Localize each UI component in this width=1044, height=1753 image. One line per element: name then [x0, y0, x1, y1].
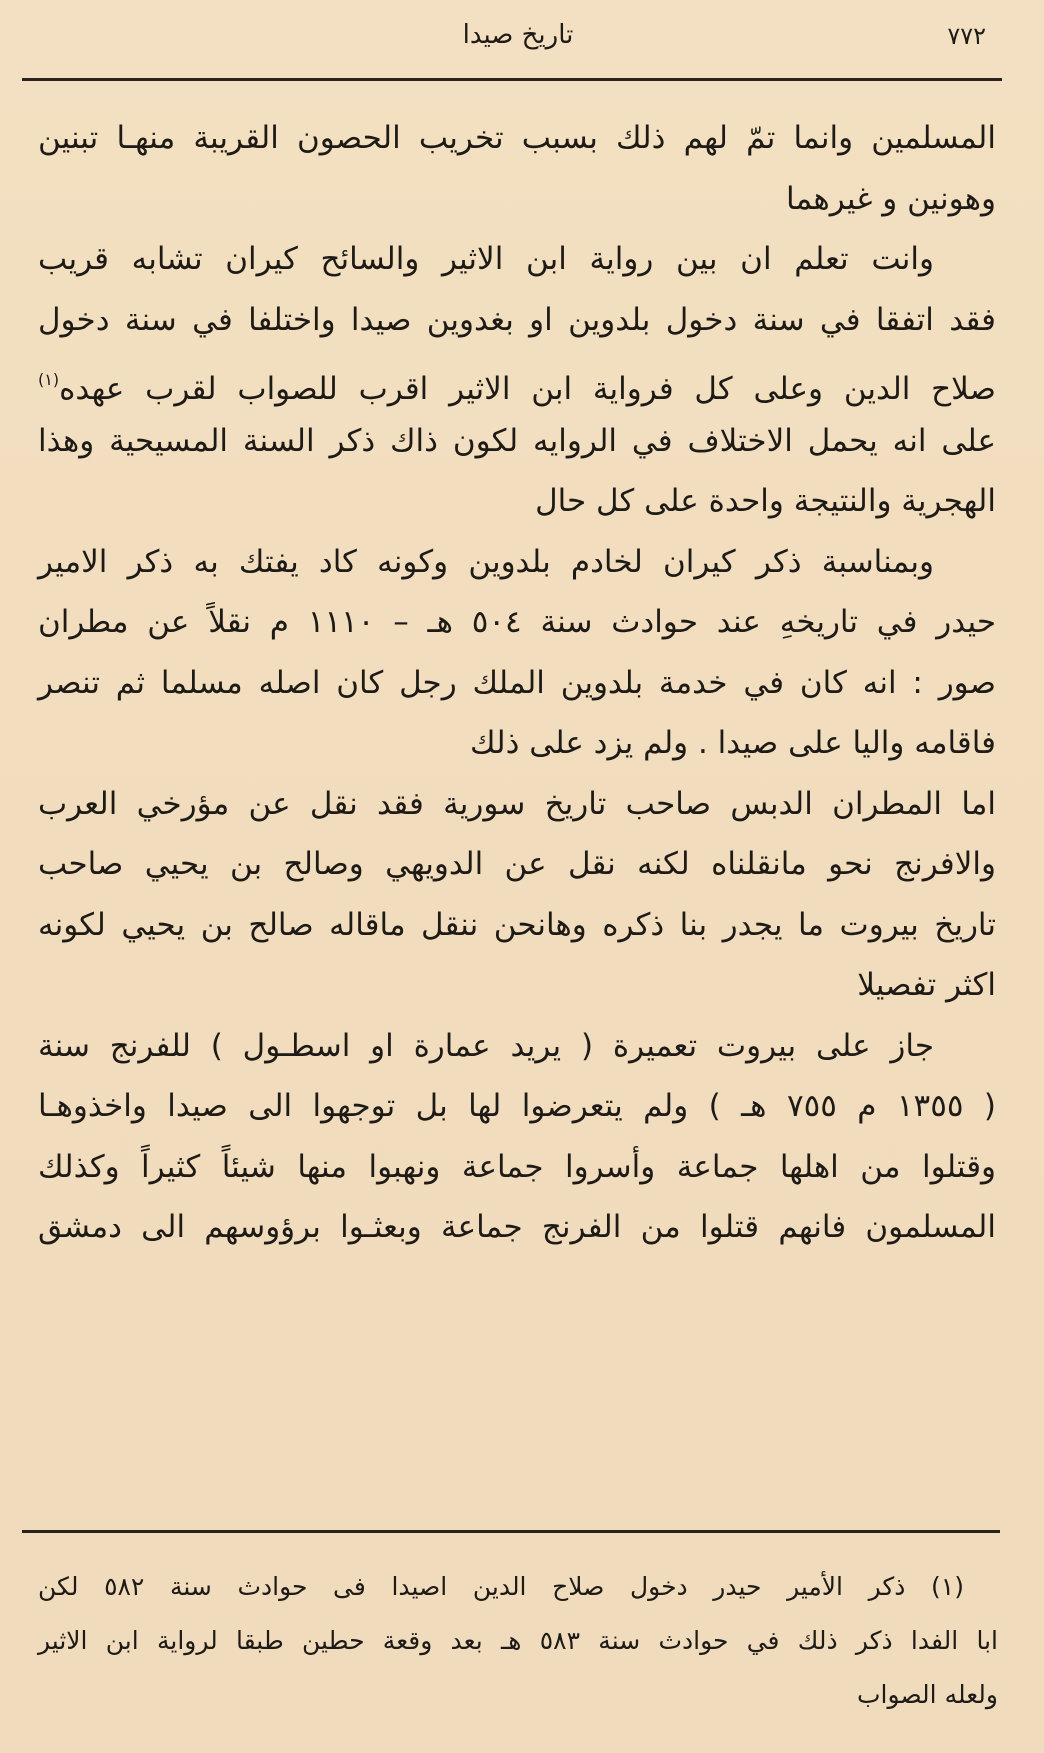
text-segment: صلاح الدين وعلى كل فرواية ابن الاثير اقرب للصواب لقرب عهده	[59, 371, 996, 407]
text-line: تاريخ بيروت ما يجدر بنا ذكره وهانحن ننقل ماقاله صالح بن يحيي لكونه	[38, 906, 996, 943]
text-line-with-footnote	[38, 350, 996, 411]
footnote-line: (١) ذكر الأمير حيدر دخول صلاح الدين اصيدا فى حوادث سنة ٥٨٢ لكن	[38, 1572, 964, 1601]
text-line: اما المطران الدبس صاحب تاريخ سورية فقد نقل عن مؤرخي العرب	[38, 785, 996, 822]
text-line: وهونين و غيرهما	[786, 180, 996, 217]
text-line: المسلمون فانهم قتلوا من الفرنج جماعة وبعثـوا برؤوسهم الى دمشق	[38, 1209, 996, 1245]
text-line: وانت تعلم ان بين رواية ابن الاثير والسائح كيران تشابه قريب	[38, 241, 934, 277]
text-line: وقتلوا من اهلها جماعة وأسروا جماعة ونهبوا منها شيئاً كثيراً وكذلك	[38, 1148, 996, 1185]
text-line: اكثر تفصيلا	[857, 967, 996, 1003]
page-header	[38, 18, 998, 68]
running-title: تاريخ صيدا	[462, 20, 574, 50]
text-line: والافرنج نحو مانقلناه لكنه نقل عن الدويهي وصالح بن يحيي صاحب	[38, 846, 996, 882]
text-line: حيدر في تاريخهِ عند حوادث سنة ٥٠٤ هـ – ١١١٠ م نقلاً عن مطران	[38, 604, 996, 640]
footnote-marker: (١)	[38, 370, 60, 389]
page-number: ٧٧٢	[947, 22, 986, 50]
text-line: وبمناسبة ذكر كيران لخادم بلدوين وكونه كاد يفتك به ذكر الامير	[38, 543, 934, 580]
text-line: فاقامه واليا على صيدا . ولم يزد على ذلك	[470, 725, 996, 761]
footnote-line: ابا الفدا ذكر ذلك في حوادث سنة ٥٨٣ هـ بعد وقعة حطين طبقا لرواية ابن الاثير	[38, 1626, 998, 1655]
footnotes	[38, 1560, 998, 1722]
text-line: الهجرية والنتيجة واحدة على كل حال	[535, 483, 996, 519]
text-line: جاز على بيروت تعميرة ( يريد عمارة او اسطـول ) للفرنج سنة	[38, 1027, 934, 1064]
body-text	[38, 108, 996, 1258]
footnote-line: ولعله الصواب	[856, 1680, 998, 1709]
text-line: فقد اتفقا في سنة دخول بلدوين او بغدوين صيدا واختلفا في سنة دخول	[38, 301, 996, 338]
footnote-rule	[22, 1530, 1000, 1533]
text-line: المسلمين وانما تمّ لهم ذلك بسبب تخريب الحصون القريبة منهـا تبنين	[38, 120, 996, 156]
header-rule	[22, 78, 1002, 81]
text-line: صور : انه كان في خدمة بلدوين الملك رجل كان اصله مسلما ثم تنصر	[38, 664, 996, 701]
text-line: على انه يحمل الاختلاف في الروايه لكون ذاك ذكر السنة المسيحية وهذا	[38, 422, 996, 459]
text-line: ( ١٣٥٥ م ٧٥٥ هـ ) ولم يتعرضوا لها بل توجهوا الى صيدا واخذوهـا	[38, 1088, 996, 1124]
